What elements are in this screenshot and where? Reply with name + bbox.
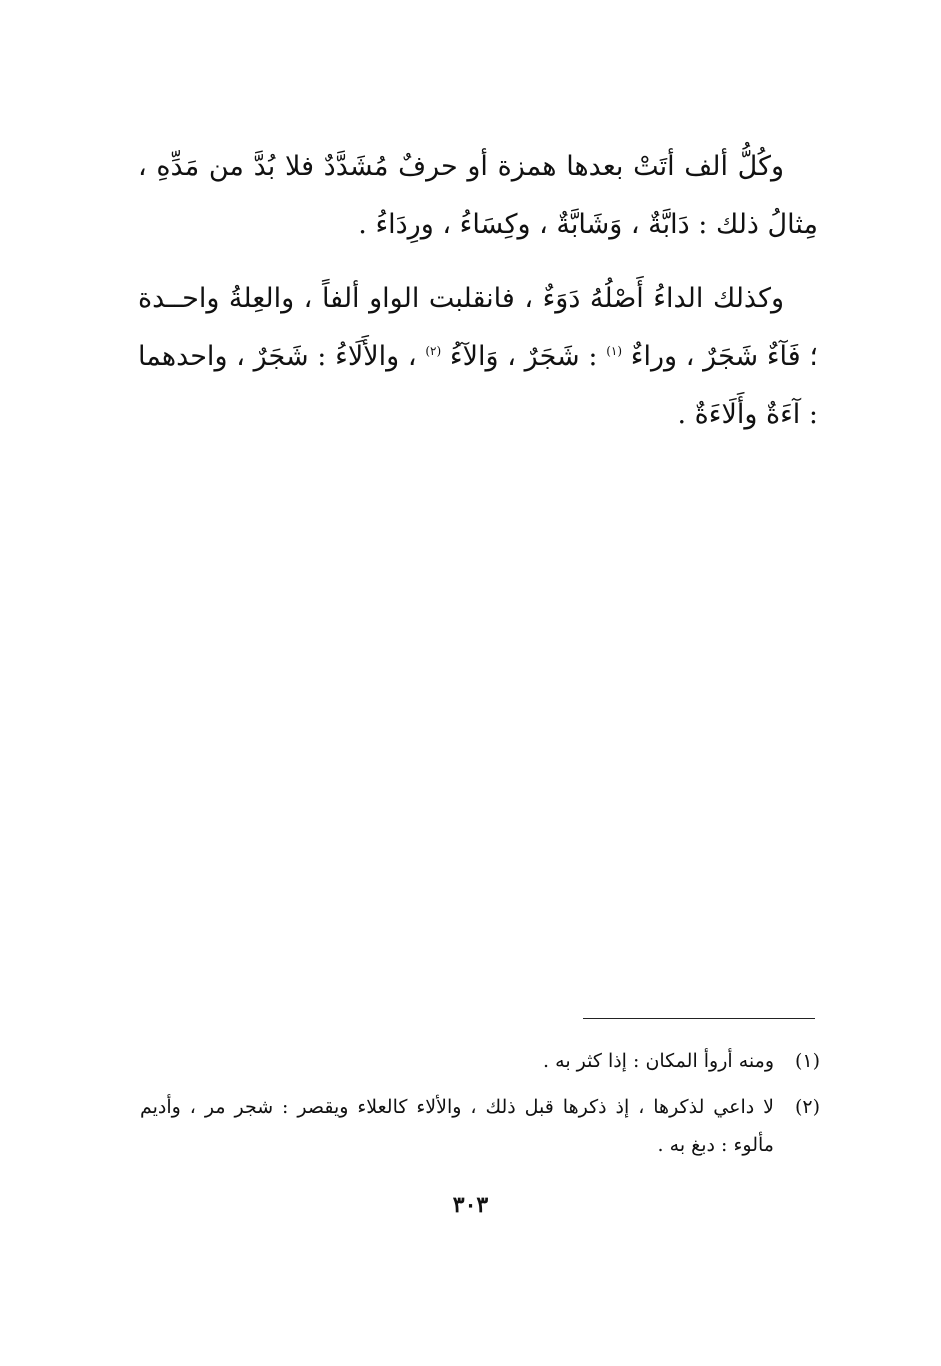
footnote-2: [140, 1088, 820, 1164]
footnote-number: (٢): [794, 1096, 820, 1118]
footnote-ref-2: (٢): [425, 344, 442, 358]
footnote-text: ومنه أروأ المكان : إذا كثر به .: [543, 1050, 774, 1072]
footnote-divider: [583, 1018, 815, 1019]
paragraph-2-part-3: ، والأَلَاءُ : شَجَرٌ ، واحدهما : آءَةٌ وأَلَاءَةٌ .: [138, 341, 818, 430]
paragraph-2: [138, 270, 818, 444]
paragraph-2-part-2: : شَجَرٌ ، وَالآءُ: [449, 341, 598, 372]
footnotes: [140, 1042, 820, 1172]
footnote-text: لا داعي لذكرها ، إذ ذكرها قبل ذلك ، والألاء كالعلاء ويقصر : شجر مر ، وأديم مألوء : دبغ به .: [140, 1096, 774, 1156]
footnote-number: (١): [794, 1050, 820, 1072]
main-text: [138, 138, 818, 444]
paragraph-2-part-1: وكذلك الداءُ أَصْلُهُ دَوَءٌ ، فانقلبت الواو ألفاً ، والعِلةُ واحــدة ؛ فَآءٌ شَجَرٌ ، وراءٌ: [138, 283, 818, 372]
page-number: ٣٠٣: [452, 1192, 489, 1218]
paragraph-1: وكُلُّ ألف أتَتْ بعدها همزة أو حرفٌ مُشَدَّدٌ فلا بُدَّ من مَدِّهِ ، مِثالُ ذلك : دَابَّةٌ ، وَشَابَّةٌ ، وكِسَاءُ ، ورِدَاءُ .: [138, 151, 818, 240]
footnote-1: [140, 1042, 820, 1080]
footnote-ref-1: (١): [606, 344, 623, 358]
